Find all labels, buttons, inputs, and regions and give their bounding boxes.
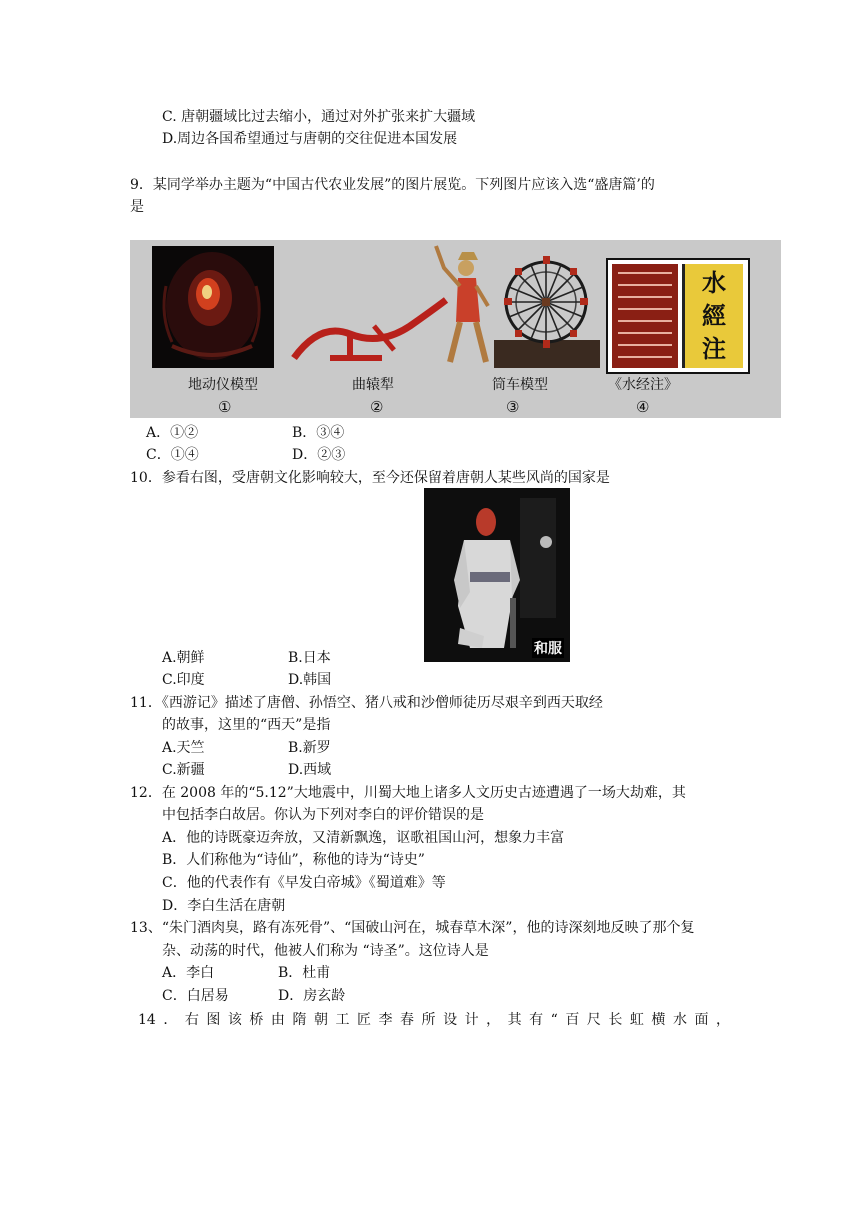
q11-stem-line2: 的故事，这里的“西天”是指 [162,717,331,733]
q11-option-d: D.西域 [288,762,332,778]
q9-option-b: B．③④ [292,425,345,441]
q13-option-b: B．杜甫 [278,965,331,981]
figure-number-4: ④ [636,398,650,416]
q12-stem-line2: 中包括李白故居。你认为下列对李白的评价错误的是 [162,807,484,823]
q9-stem-line2: 是 [130,199,144,215]
q11-stem-line1: 11．《西游记》描述了唐僧、孙悟空、猪八戒和沙僧师徒历尽艰辛到西天取经 [130,695,603,711]
q13-stem-line2: 杂、动荡的时代，他被人们称为 “诗圣”。这位诗人是 [162,943,489,959]
book-title-char: 水 [702,268,726,297]
curved-shaft-plough-image [290,242,490,368]
q12-stem-line1: 12．在 2008 年的“5.12”大地震中，川蜀大地上诸多人文历史古迹遭遇了一场大劫难，其 [130,785,686,801]
q10-option-b: B.日本 [288,650,331,666]
q9-option-c: C．①④ [146,447,199,463]
q9-figure-strip [130,240,781,418]
kimono-image [424,488,570,662]
q9-option-d: D．②③ [292,447,346,463]
q12-option-b: B．人们称他为“诗仙”，称他的诗为“诗史” [162,852,425,868]
q10-stem: 10．参看右图，受唐朝文化影响较大，至今还保留着唐朝人某些风尚的国家是 [130,470,610,486]
q11-option-a: A.天竺 [162,740,205,756]
q11-option-c: C.新疆 [162,762,205,778]
book-title-char: 經 [702,301,726,330]
figure-number-1: ① [218,398,232,416]
q10-option-a: A.朝鲜 [162,650,205,666]
figure-caption-1: 地动仪模型 [188,377,258,393]
figure-number-2: ② [370,398,384,416]
water-wheel-model-image [494,248,600,368]
figure-caption-4: 《水经注》 [608,377,678,393]
figure-caption-2: 曲辕犁 [352,377,394,393]
q10-option-c: C.印度 [162,672,205,688]
q8-option-c: C. 唐朝疆域比过去缩小，通过对外扩张来扩大疆域 [162,109,476,125]
q9-option-a: A．①② [146,425,199,441]
q13-option-c: C．白居易 [162,988,229,1004]
q12-option-d: D．李白生活在唐朝 [162,898,286,914]
q13-option-a: A．李白 [162,965,215,981]
q8-option-d: D.周边各国希望通过与唐朝的交往促进本国发展 [162,131,458,147]
figure-caption-3: 筒车模型 [492,377,548,393]
figure-number-3: ③ [506,398,520,416]
q14-stem-line1: 14．右图该桥由隋朝工匠李春所设计，其有“百尺长虹横水面， [138,1012,730,1028]
seismograph-model-image [152,246,274,368]
q10-option-d: D.韩国 [288,672,332,688]
q13-stem-line1: 13、“朱门酒肉臭，路有冻死骨”、“国破山河在，城春草木深”，他的诗深刻地反映了那个复 [130,920,695,936]
q11-option-b: B.新罗 [288,740,331,756]
shuijingzhu-book-image [606,258,750,374]
q12-option-c: C．他的代表作有《早发白帝城》《蜀道难》等 [162,875,446,891]
q13-option-d: D．房玄龄 [278,988,346,1004]
q9-stem-line1: 9．某同学举办主题为“中国古代农业发展”的图片展览。下列图片应该入选“盛唐篇’的 [130,177,655,193]
book-title-char: 注 [702,334,726,363]
q12-option-a: A．他的诗既豪迈奔放，又清新飘逸，讴歌祖国山河，想象力丰富 [162,830,565,846]
kimono-label: 和服 [532,638,564,658]
